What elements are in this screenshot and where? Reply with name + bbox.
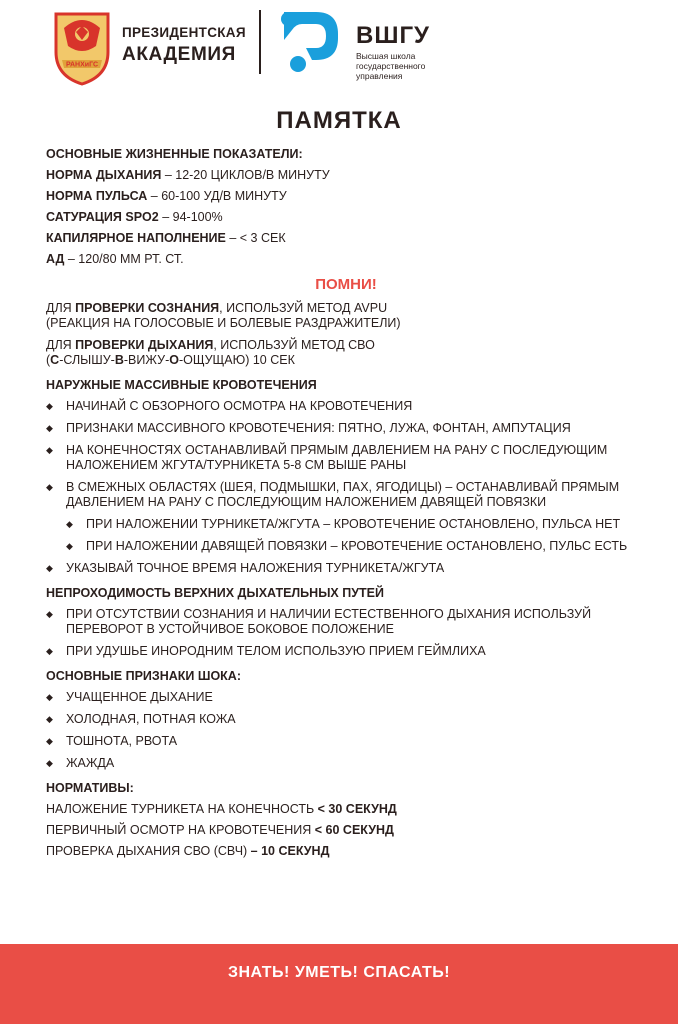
vital-item [46, 189, 646, 204]
pres-line1: ПРЕЗИДЕНТСКАЯ [122, 25, 246, 40]
norm-line [46, 823, 646, 838]
sub-list-item: ◆ ПРИ НАЛОЖЕНИИ ТУРНИКЕТА/ЖГУТА – КРОВОТЕЧЕНИЕ ОСТАНОВЛЕНО, ПУЛЬСА НЕТ [66, 517, 646, 532]
vital-item [46, 210, 646, 225]
avpu-line2: (РЕАКЦИЯ НА ГОЛОСОВЫЕ И БОЛЕВЫЕ РАЗДРАЖИТЕЛИ) [46, 316, 401, 330]
list-item: ◆ УЧАЩЕННОЕ ДЫХАНИЕ [46, 690, 646, 705]
list-item: ◆ ПРИ ОТСУТСТВИИ СОЗНАНИЯ И НАЛИЧИИ ЕСТЕСТВЕННОГО ДЫХАНИЯ ИСПОЛЬЗУЙ ПЕРЕВОРОТ В УСТОЙЧИВОЕ БОКОВОЕ ПОЛОЖЕНИЕ [46, 607, 646, 637]
vital-label: КАПИЛЯРНОЕ НАПОЛНЕНИЕ [46, 231, 226, 245]
cvo-post: , ИСПОЛЬЗУЙ МЕТОД СВО [213, 338, 375, 352]
list-item: ◆ ХОЛОДНАЯ, ПОТНАЯ КОЖА [46, 712, 646, 727]
cvo-text: -ВИЖУ- [123, 353, 170, 367]
cvo-letter: В [114, 353, 124, 367]
cvo-text: ( [46, 353, 51, 367]
vital-value: – 120/80 ММ РТ. СТ. [64, 252, 184, 266]
list-item: ◆ В СМЕЖНЫХ ОБЛАСТЯХ (ШЕЯ, ПОДМЫШКИ, ПАХ, ЯГОДИЦЫ) – ОСТАНАВЛИВАЙ ПРЯМЫМ ДАВЛЕНИЕМ НА РАНУ С ПОСЛЕДУЮЩИМ НАЛОЖЕНИЕМ ДАВЯЩЕЙ ПОВЯЗКИ [46, 480, 646, 510]
list-item: ◆ УКАЗЫВАЙ ТОЧНОЕ ВРЕМЯ НАЛОЖЕНИЯ ТУРНИКЕТА/ЖГУТА [46, 561, 646, 576]
avpu-post: , ИСПОЛЬЗУЙ МЕТОД AVPU [219, 301, 388, 315]
vital-value: – 12-20 ЦИКЛОВ/В МИНУТУ [161, 168, 330, 182]
norm-value: < 30 СЕКУНД [317, 802, 397, 816]
cvo-pre: ДЛЯ [46, 338, 76, 352]
cvo-paragraph [46, 338, 646, 368]
norm-value: – 10 СЕКУНД [250, 844, 330, 858]
footer-slogan: ЗНАТЬ! УМЕТЬ! СПАСАТЬ! [227, 964, 451, 981]
presidential-academy-logo-text [122, 26, 246, 64]
cvo-bold: ПРОВЕРКИ ДЫХАНИЯ [75, 338, 214, 352]
norm-text: ПРОВЕРКА ДЫХАНИЯ СВО (СВЧ) [46, 844, 251, 858]
list-item: ◆ НА КОНЕЧНОСТЯХ ОСТАНАВЛИВАЙ ПРЯМЫМ ДАВЛЕНИЕМ НА РАНУ С ПОСЛЕДУЮЩИМ НАЛОЖЕНИЕМ ЖГУТА/ТУРНИКЕТА 5-8 СМ ВЫШЕ РАНЫ [46, 443, 646, 473]
logo-divider [259, 10, 261, 74]
vital-label: НОРМА ДЫХАНИЯ [46, 168, 162, 182]
remember-heading: ПОМНИ! [315, 276, 377, 293]
vital-item [46, 168, 646, 183]
ranepa-emblem-icon [50, 6, 114, 86]
vital-label: АД [46, 252, 65, 266]
cvo-letter: О [169, 353, 179, 367]
vitals-heading: ОСНОВНЫЕ ЖИЗНЕННЫЕ ПОКАЗАТЕЛИ: [46, 147, 303, 161]
list-item: ◆ ПРИЗНАКИ МАССИВНОГО КРОВОТЕЧЕНИЯ: ПЯТНО, ЛУЖА, ФОНТАН, АМПУТАЦИЯ [46, 421, 646, 436]
header [0, 0, 678, 100]
avpu-pre: ДЛЯ [46, 301, 76, 315]
avpu-paragraph [46, 301, 646, 331]
norm-line [46, 844, 646, 859]
shock-heading: ОСНОВНЫЕ ПРИЗНАКИ ШОКА: [46, 669, 241, 683]
vital-value: – < 3 СЕК [225, 231, 286, 245]
memo-content [46, 147, 646, 865]
footer-banner [0, 944, 678, 1024]
norm-text: НАЛОЖЕНИЕ ТУРНИКЕТА НА КОНЕЧНОСТЬ [46, 802, 318, 816]
list-item: ◆ ПРИ УДУШЬЕ ИНОРОДНИМ ТЕЛОМ ИСПОЛЬЗУЮ ПРИЕМ ГЕЙМЛИХА [46, 644, 646, 659]
vshgu-logo-text [356, 24, 466, 81]
list-item: ◆ НАЧИНАЙ С ОБЗОРНОГО ОСМОТРА НА КРОВОТЕЧЕНИЯ [46, 399, 646, 414]
norm-line [46, 802, 646, 817]
vital-item [46, 252, 646, 267]
vital-item [46, 231, 646, 246]
cvo-text: -ОЩУЩАЮ) 10 СЕК [178, 353, 295, 367]
vshgu-name: ВШГУ [356, 22, 430, 49]
norm-value: < 60 СЕКУНД [314, 823, 394, 837]
vital-value: – 60-100 УД/В МИНУТУ [147, 189, 287, 203]
vshgu-logo-icon [276, 8, 342, 74]
cvo-text: -СЛЫШУ- [59, 353, 115, 367]
norms-heading: НОРМАТИВЫ: [46, 781, 134, 795]
page-title: ПАМЯТКА [276, 107, 402, 134]
list-item: ◆ ЖАЖДА [46, 756, 646, 771]
emblem-text: РАНХиГС [65, 61, 99, 69]
vital-value: – 94-100% [158, 210, 223, 224]
vital-label: САТУРАЦИЯ SPO2 [46, 210, 159, 224]
avpu-bold: ПРОВЕРКИ СОЗНАНИЯ [75, 301, 220, 315]
vital-label: НОРМА ПУЛЬСА [46, 189, 148, 203]
bleeding-heading: НАРУЖНЫЕ МАССИВНЫЕ КРОВОТЕЧЕНИЯ [46, 378, 317, 392]
vshgu-subtitle: Высшая школа государственного управления [356, 51, 426, 81]
cvo-letter: С [50, 353, 60, 367]
norm-text: ПЕРВИЧНЫЙ ОСМОТР НА КРОВОТЕЧЕНИЯ [46, 823, 315, 837]
sub-list-item: ◆ ПРИ НАЛОЖЕНИИ ДАВЯЩЕЙ ПОВЯЗКИ – КРОВОТЕЧЕНИЕ ОСТАНОВЛЕНО, ПУЛЬС ЕСТЬ [66, 539, 646, 554]
airway-heading: НЕПРОХОДИМОСТЬ ВЕРХНИХ ДЫХАТЕЛЬНЫХ ПУТЕЙ [46, 586, 384, 600]
list-item: ◆ ТОШНОТА, РВОТА [46, 734, 646, 749]
pres-line2: АКАДЕМИЯ [122, 43, 236, 65]
